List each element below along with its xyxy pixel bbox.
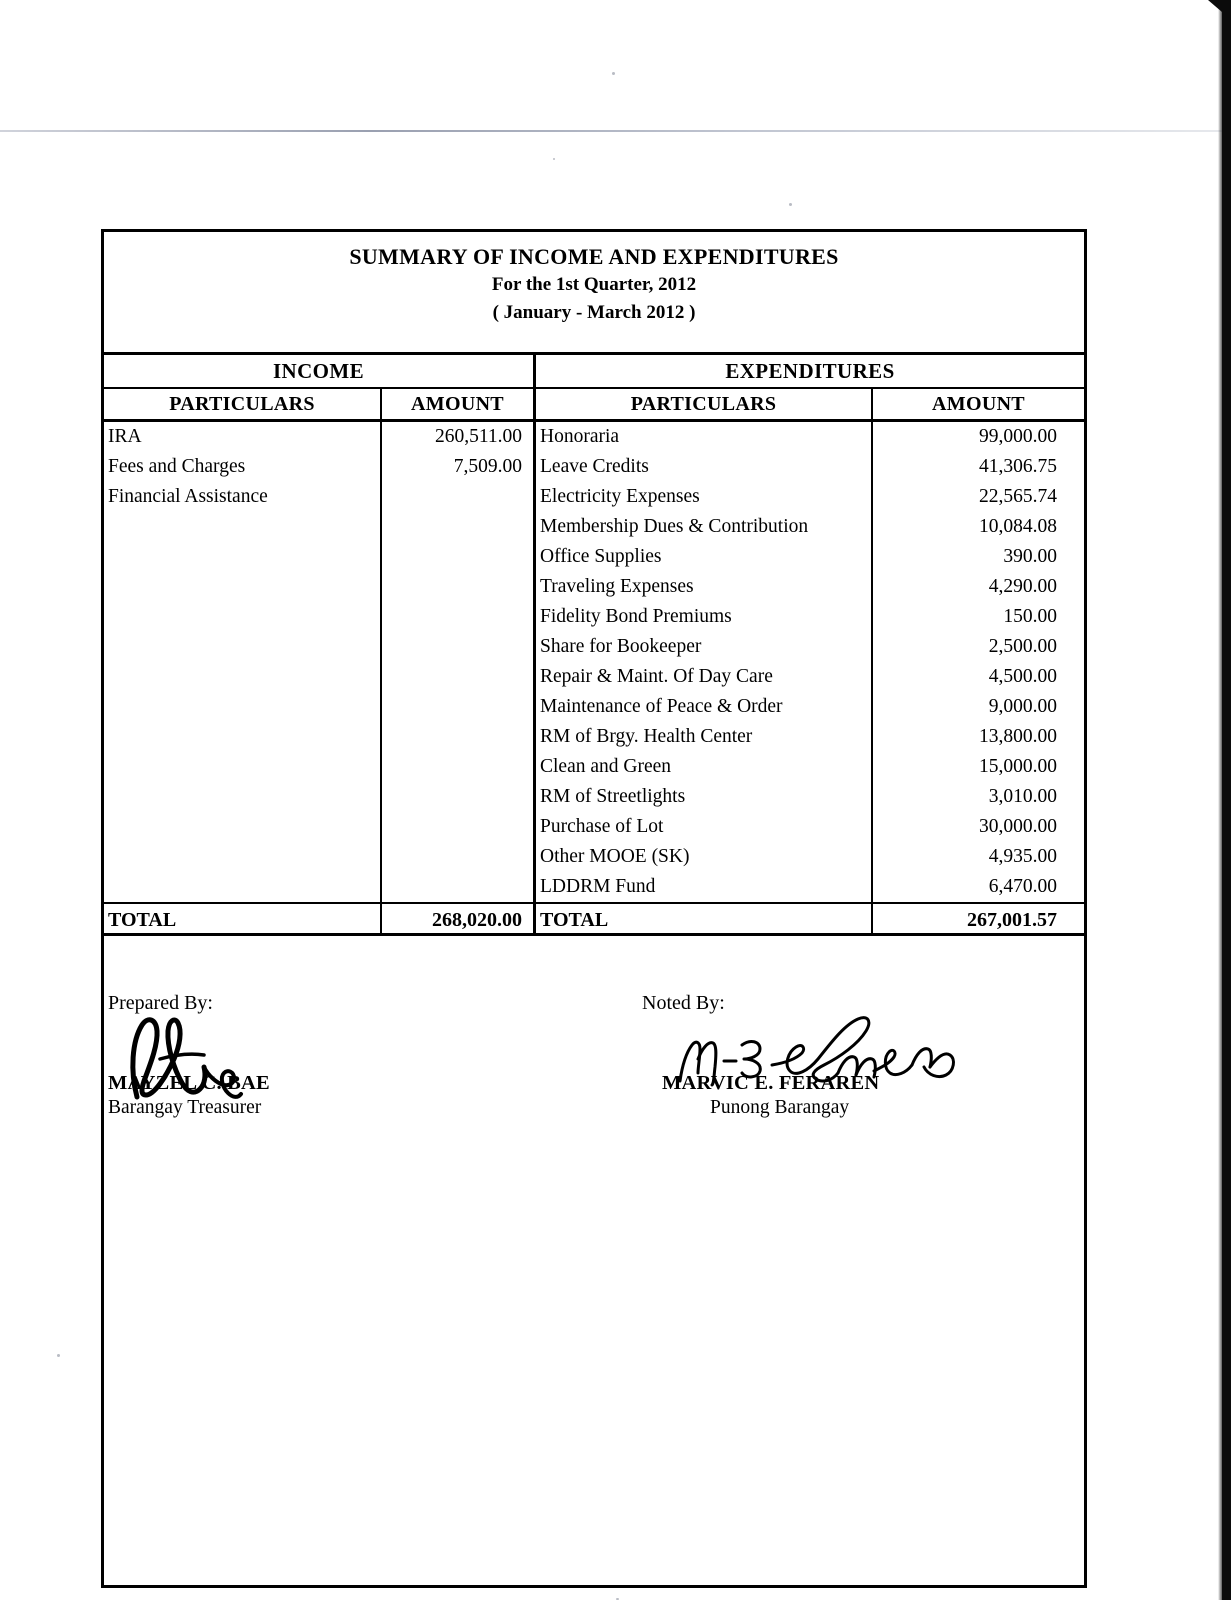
table-row: 7,509.00	[453, 456, 522, 477]
table-row: 22,565.74	[979, 486, 1057, 507]
column-header-row	[104, 389, 1084, 422]
scan-edge-dark-band	[1222, 0, 1231, 1600]
scan-speck	[789, 203, 792, 206]
income-total-label: TOTAL	[108, 909, 177, 931]
table-row: RM of Streetlights	[540, 786, 686, 807]
table-row: 150.00	[1003, 606, 1057, 627]
table-row: Electricity Expenses	[540, 486, 700, 507]
table-row: Maintenance of Peace & Order	[540, 696, 783, 717]
table-row: Leave Credits	[540, 456, 649, 477]
expenditures-total-amount-cell	[873, 904, 1084, 933]
expenditures-section-header-cell	[536, 355, 1084, 387]
table-row: 41,306.75	[979, 456, 1057, 477]
income-amount-header: AMOUNT	[411, 393, 504, 415]
income-column-headers	[104, 389, 536, 419]
noted-by-block	[634, 991, 1054, 1121]
table-row: 99,000.00	[979, 426, 1057, 447]
expenditures-particulars-list	[536, 422, 871, 902]
expenditures-total-amount: 267,001.57	[967, 909, 1057, 931]
table-row: IRA	[108, 426, 142, 447]
prepared-by-signature-wrap	[108, 1015, 528, 1071]
table-row: Fidelity Bond Premiums	[540, 606, 732, 627]
table-row: 10,084.08	[979, 516, 1057, 537]
prepared-by-block	[108, 991, 528, 1121]
income-amounts-list	[382, 422, 533, 512]
income-expenditure-form	[101, 229, 1087, 1588]
noted-by-label: Noted By:	[642, 992, 725, 1014]
page-subtitle-quarter: For the 1st Quarter, 2012	[491, 273, 697, 295]
table-row: Traveling Expenses	[540, 576, 694, 597]
signature-area	[104, 936, 1084, 1588]
income-section-header-cell	[104, 355, 536, 387]
table-row: 9,000.00	[988, 696, 1057, 717]
income-total-amount: 268,020.00	[432, 909, 522, 931]
noted-by-signature-wrap	[634, 1015, 1054, 1071]
scan-corner-notch	[1208, 0, 1222, 12]
noted-by-title: Punong Barangay	[710, 1097, 850, 1118]
prepared-by-title: Barangay Treasurer	[108, 1097, 262, 1118]
scanner-streak-line	[0, 130, 1231, 132]
noted-by-name: MARVIC E. FERAREN	[662, 1072, 880, 1094]
page-title: SUMMARY OF INCOME AND EXPENDITURES	[349, 244, 839, 269]
table-row: Share for Bookeeper	[540, 636, 702, 657]
expenditures-particulars-header: PARTICULARS	[630, 393, 777, 415]
income-total-label-cell	[104, 904, 382, 933]
income-body	[104, 422, 536, 902]
prepared-by-label: Prepared By:	[108, 992, 213, 1014]
scan-speck	[553, 158, 555, 160]
handwritten-signature-icon	[124, 1011, 324, 1103]
table-row: 390.00	[1003, 546, 1057, 567]
expenditures-totals	[536, 904, 1084, 933]
table-row	[382, 482, 533, 512]
scan-speck	[612, 72, 615, 75]
table-row: Fees and Charges	[108, 456, 246, 477]
table-row: 4,500.00	[988, 666, 1057, 687]
expenditures-particulars-column	[536, 422, 873, 902]
table-body-row	[104, 422, 1084, 902]
prepared-by-name: MAYZEL C. BAE	[108, 1072, 270, 1094]
table-row: 3,010.00	[988, 786, 1057, 807]
expenditures-amount-header: AMOUNT	[932, 393, 1025, 415]
table-row: 4,935.00	[988, 846, 1057, 867]
table-row: RM of Brgy. Health Center	[540, 726, 753, 747]
table-row: LDDRM Fund	[540, 876, 656, 897]
table-row: 6,470.00	[988, 876, 1057, 897]
expenditures-amounts-list	[873, 422, 1084, 902]
table-row: Office Supplies	[540, 546, 662, 567]
expenditures-section-label: EXPENDITURES	[725, 359, 895, 383]
table-row: Honoraria	[540, 426, 620, 447]
table-row: 260,511.00	[434, 426, 522, 447]
expenditures-column-headers	[536, 389, 1084, 419]
income-totals	[104, 904, 536, 933]
table-row: Other MOOE (SK)	[540, 846, 690, 867]
table-row: Membership Dues & Contribution	[540, 516, 809, 537]
table-row: Financial Assistance	[108, 486, 268, 507]
income-particulars-column	[104, 422, 382, 902]
table-row: Clean and Green	[540, 756, 672, 777]
section-header-row	[104, 355, 1084, 389]
handwritten-signature-icon	[672, 1009, 962, 1087]
table-row: 15,000.00	[979, 756, 1057, 777]
table-row: Repair & Maint. Of Day Care	[540, 666, 773, 687]
income-amount-header-cell	[382, 389, 533, 419]
expenditures-total-label-cell	[536, 904, 873, 933]
expenditures-body	[536, 422, 1084, 902]
table-row: 13,800.00	[979, 726, 1057, 747]
income-particulars-list	[104, 422, 380, 512]
page-subtitle-months: ( January - March 2012 )	[492, 302, 696, 323]
table-row: 4,290.00	[988, 576, 1057, 597]
expenditures-amount-header-cell	[873, 389, 1084, 419]
totals-row	[104, 902, 1084, 936]
form-title-block	[104, 232, 1084, 355]
table-row: 2,500.00	[988, 636, 1057, 657]
scan-speck	[57, 1354, 60, 1357]
expenditures-total-label: TOTAL	[540, 909, 609, 931]
expenditures-particulars-header-cell	[536, 389, 873, 419]
table-row: Purchase of Lot	[540, 816, 664, 837]
income-amount-column	[382, 422, 533, 902]
expenditures-amount-column	[873, 422, 1084, 902]
table-row: 30,000.00	[979, 816, 1057, 837]
income-particulars-header-cell	[104, 389, 382, 419]
income-particulars-header: PARTICULARS	[169, 393, 315, 415]
income-section-label: INCOME	[272, 359, 365, 383]
income-total-amount-cell	[382, 904, 533, 933]
